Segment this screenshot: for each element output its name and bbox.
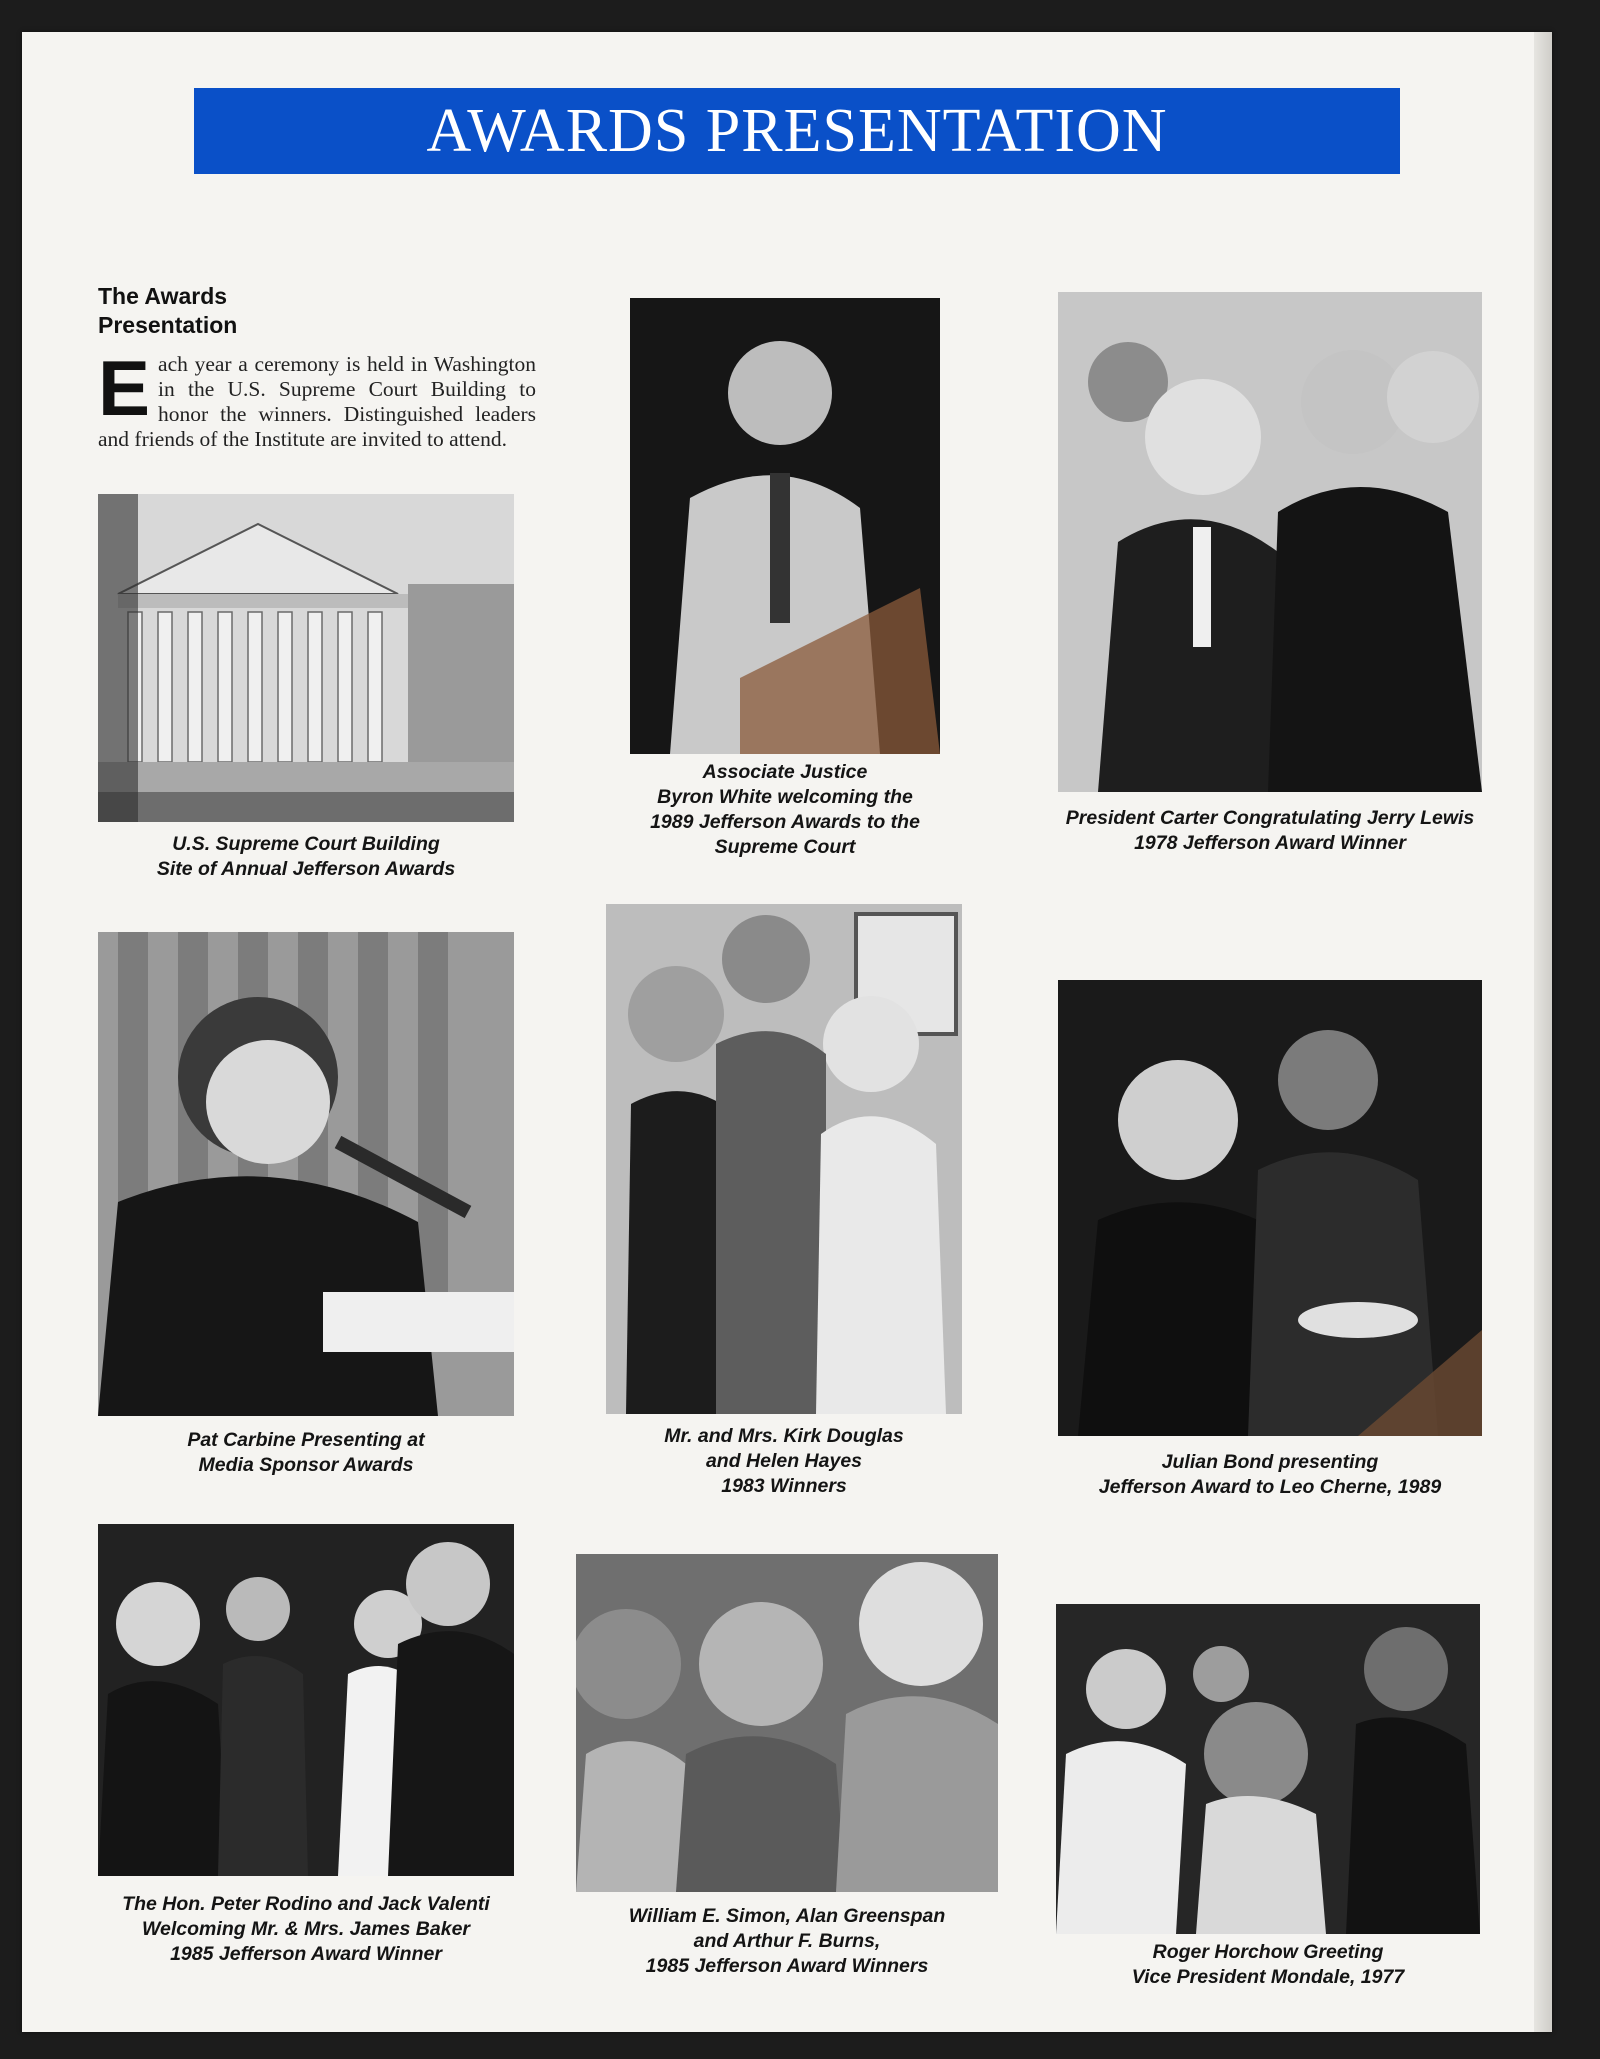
caption-carter-lewis xyxy=(1042,806,1498,856)
caption-line: Supreme Court xyxy=(714,836,856,858)
caption-line: Mr. and Mrs. Kirk Douglas xyxy=(664,1425,904,1447)
caption-line: Jefferson Award to Leo Cherne, 1989 xyxy=(1098,1476,1442,1498)
caption-line: Associate Justice xyxy=(702,761,868,783)
caption-line: 1978 Jefferson Award Winner xyxy=(1134,832,1406,854)
caption-julian-bond xyxy=(1042,1450,1498,1500)
carter-lewis-image xyxy=(1058,292,1482,792)
caption-simon-greenspan xyxy=(562,1904,1012,1979)
caption-line: Julian Bond presenting xyxy=(1161,1451,1379,1473)
caption-line: 1989 Jefferson Awards to the xyxy=(650,811,920,833)
caption-line: President Carter Congratulating Jerry Lewis xyxy=(1065,807,1475,829)
caption-line: 1983 Winners xyxy=(721,1475,847,1497)
photo-simon-greenspan xyxy=(576,1554,998,1892)
caption-line: Site of Annual Jefferson Awards xyxy=(156,858,456,880)
caption-line: Vice President Mondale, 1977 xyxy=(1131,1966,1405,1988)
pat-carbine-image xyxy=(98,932,514,1416)
intro-heading xyxy=(98,282,536,340)
horchow-mondale-image xyxy=(1056,1604,1480,1934)
photo-kirk-douglas xyxy=(606,904,962,1414)
intro-heading-line2: Presentation xyxy=(98,312,238,338)
supreme-court-image xyxy=(98,494,514,822)
caption-line: 1985 Jefferson Award Winners xyxy=(645,1955,929,1977)
caption-line: Pat Carbine Presenting at xyxy=(187,1429,425,1451)
caption-horchow-mondale xyxy=(1042,1940,1494,1990)
page-edge xyxy=(1534,32,1552,2032)
caption-kirk-douglas xyxy=(592,1424,976,1499)
photo-rodino-valenti xyxy=(98,1524,514,1876)
photo-pat-carbine xyxy=(98,932,514,1416)
photo-supreme-court xyxy=(98,494,514,822)
page-title: AWARDS PRESENTATION xyxy=(426,96,1168,165)
photo-carter-lewis xyxy=(1058,292,1482,792)
intro-body-text: ach year a ceremony is held in Washington in the U.S. Supreme Court Building to honor the winners. Distinguished leaders and friends of the Institute are invited to attend. xyxy=(98,352,536,451)
drop-cap: E xyxy=(98,344,151,432)
photo-byron-white xyxy=(630,298,940,754)
caption-supreme-court xyxy=(98,832,514,882)
caption-line: Media Sponsor Awards xyxy=(198,1454,414,1476)
caption-line: and Helen Hayes xyxy=(705,1450,863,1472)
rodino-valenti-image xyxy=(98,1524,514,1876)
page xyxy=(22,32,1552,2032)
julian-bond-image xyxy=(1058,980,1482,1436)
caption-line: Byron White welcoming the xyxy=(657,786,913,808)
photo-horchow-mondale xyxy=(1056,1604,1480,1934)
kirk-douglas-image xyxy=(606,904,962,1414)
caption-line: U.S. Supreme Court Building xyxy=(172,833,440,855)
caption-line: The Hon. Peter Rodino and Jack Valenti xyxy=(122,1893,490,1915)
caption-line: Roger Horchow Greeting xyxy=(1152,1941,1384,1963)
simon-greenspan-image xyxy=(576,1554,998,1892)
title-banner xyxy=(194,88,1400,174)
photo-julian-bond xyxy=(1058,980,1482,1436)
caption-line: Welcoming Mr. & Mrs. James Baker xyxy=(141,1918,470,1940)
caption-byron-white xyxy=(612,760,958,860)
caption-line: and Arthur F. Burns, xyxy=(693,1930,881,1952)
intro-section xyxy=(98,282,536,452)
caption-line: William E. Simon, Alan Greenspan xyxy=(628,1905,946,1927)
intro-paragraph xyxy=(98,344,536,452)
caption-rodino-valenti xyxy=(88,1892,524,1967)
caption-pat-carbine xyxy=(98,1428,514,1478)
caption-line: 1985 Jefferson Award Winner xyxy=(170,1943,442,1965)
intro-heading-line1: The Awards xyxy=(98,283,228,309)
byron-white-image xyxy=(630,298,940,754)
